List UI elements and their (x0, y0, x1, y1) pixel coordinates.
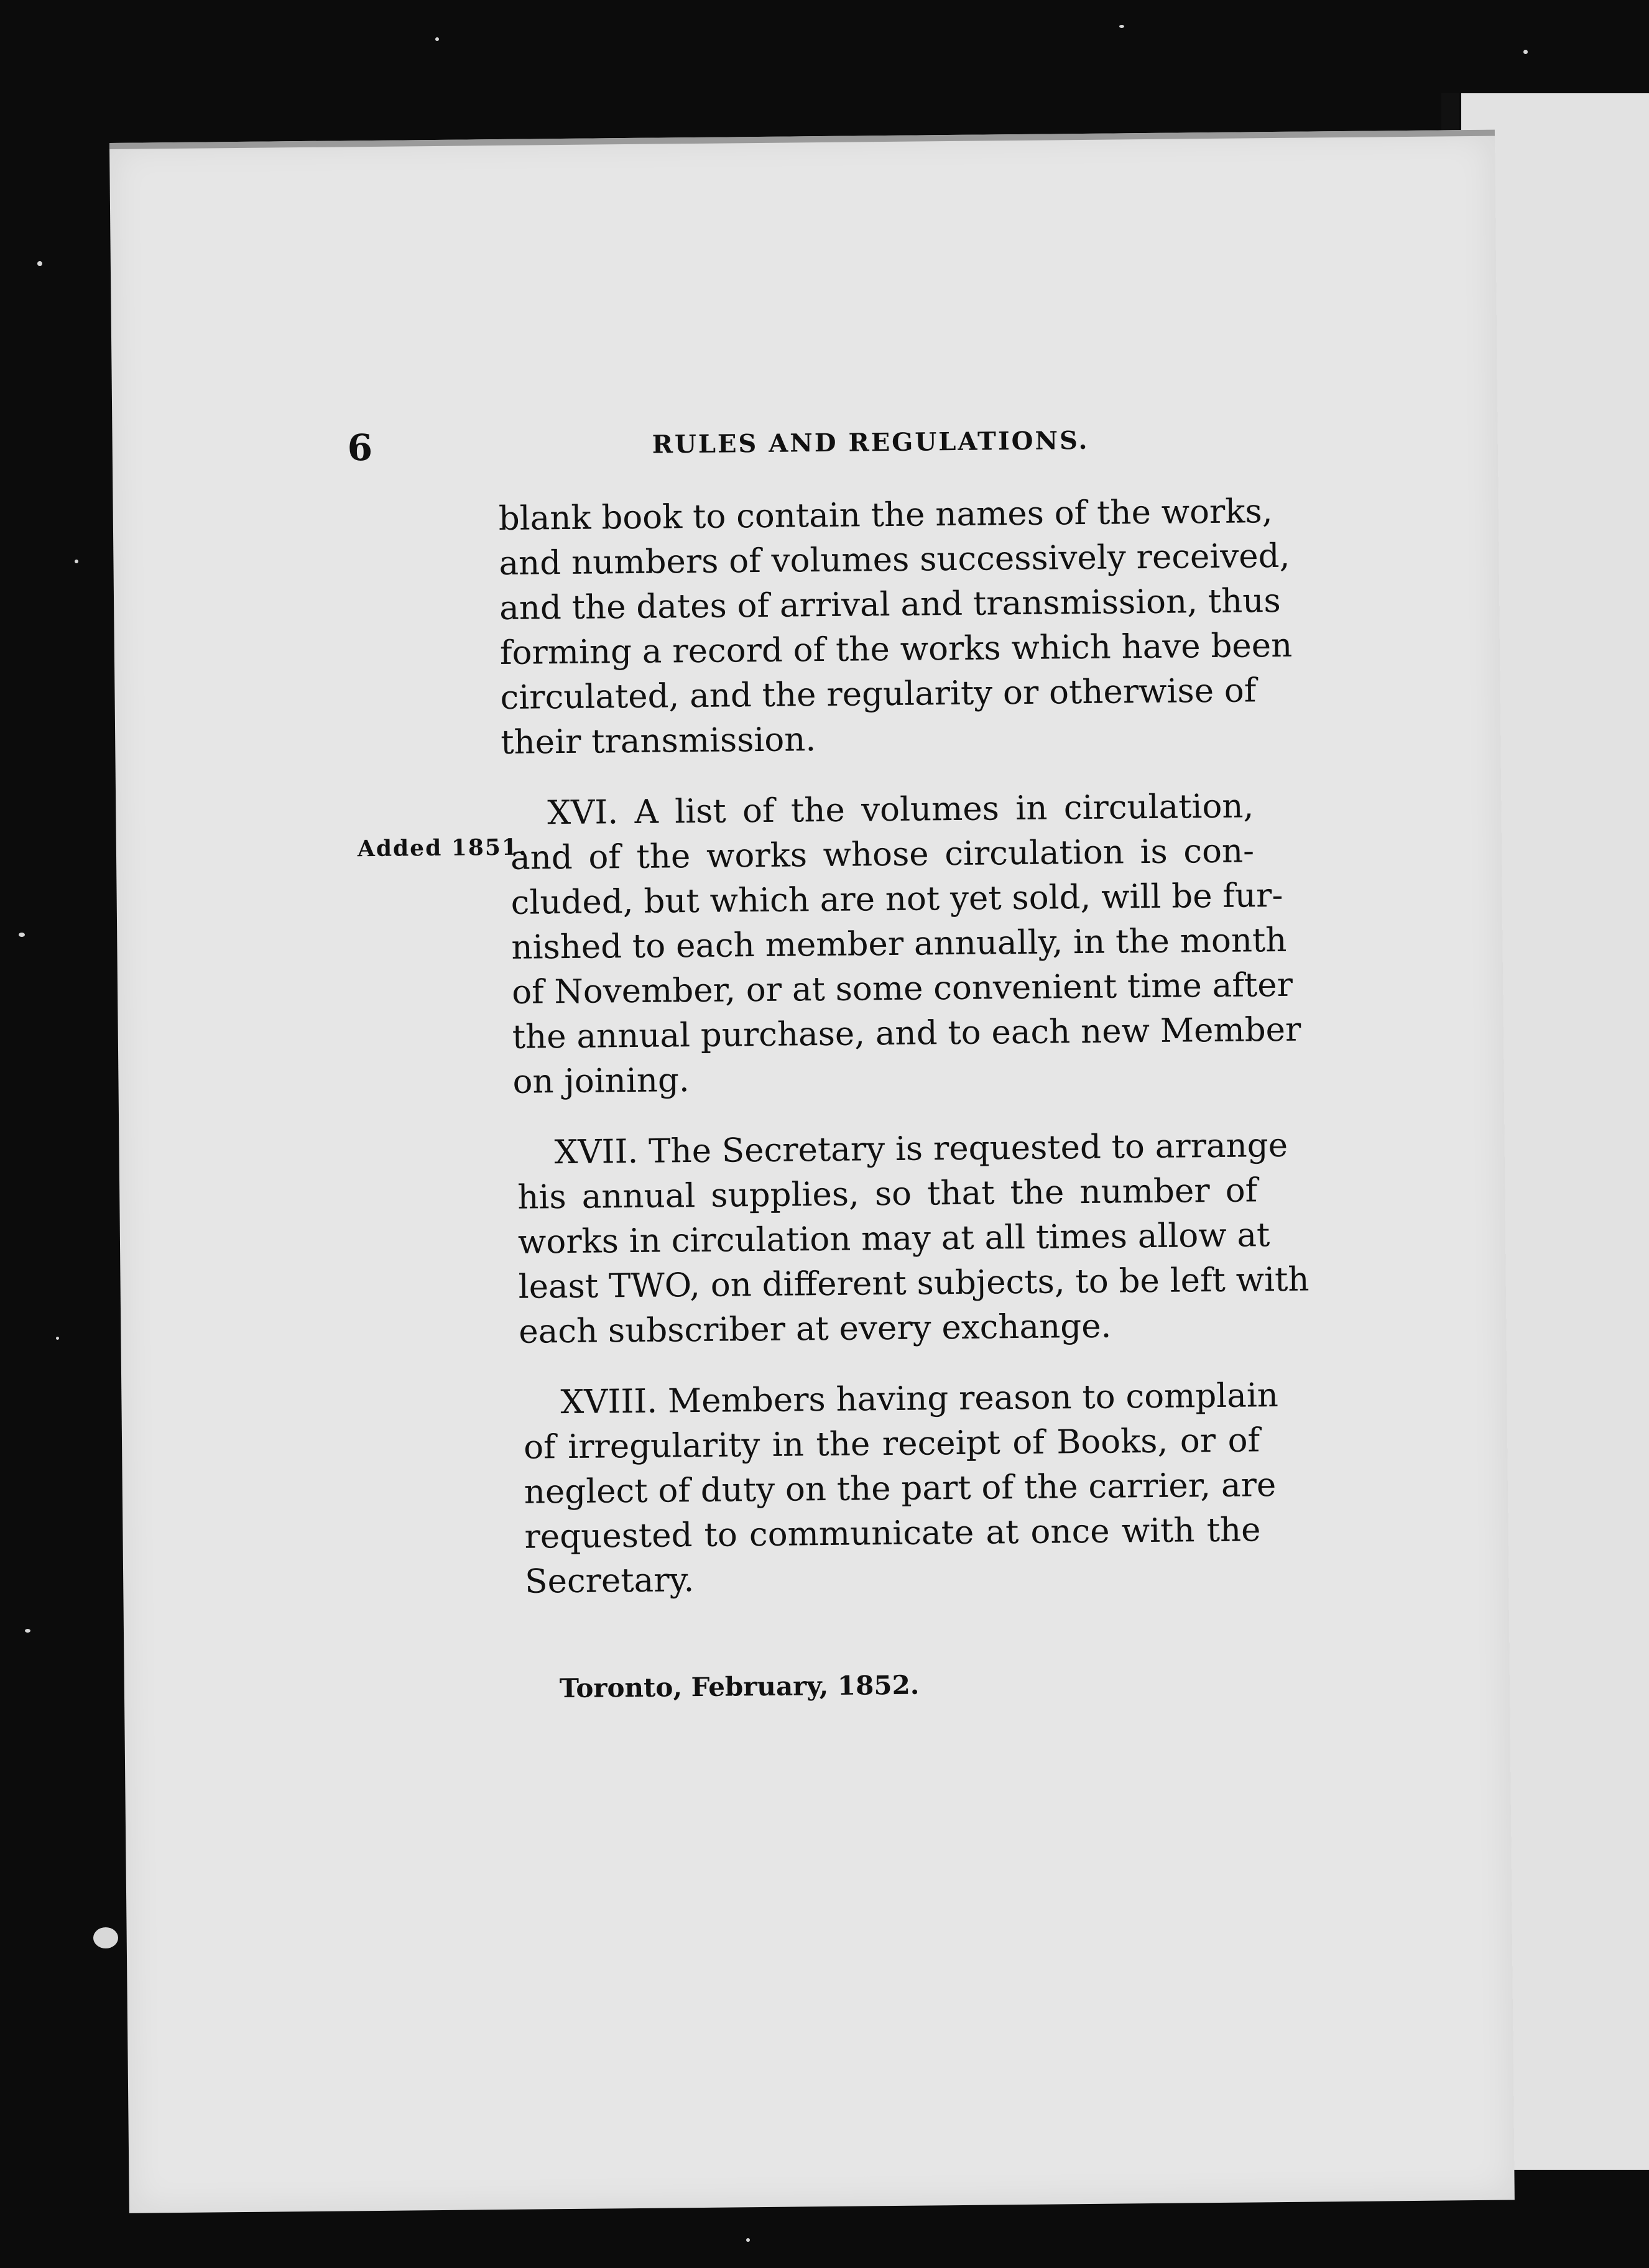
scan-speck (25, 1629, 30, 1633)
text-line: circulated, and the regularity or otherwise of (500, 671, 1257, 717)
scan-speck (75, 560, 78, 563)
text-line: forming a record of the works which have been (499, 626, 1293, 673)
running-head: RULES AND REGULATIONS. (652, 425, 1089, 459)
text-line: XVIII. Members having reason to complain (560, 1376, 1279, 1422)
text-line: and the dates of arrival and transmission, thus (499, 581, 1281, 628)
text-line: cluded, but which are not yet sold, will be fur- (510, 876, 1283, 922)
page-top-edge (109, 130, 1495, 149)
document-page (109, 130, 1515, 2213)
text-line: least TWO, on different subjects, to be left with (518, 1260, 1310, 1306)
text-line: of November, or at some convenient time after (511, 966, 1293, 1012)
scan-speck (37, 261, 42, 266)
page-number: 6 (347, 426, 373, 469)
text-line: the annual purchase, and to each new Member (512, 1010, 1301, 1056)
text-line: Secretary. (524, 1561, 695, 1601)
marginal-note: Added 1851. (357, 834, 528, 862)
text-line: neglect of duty on the part of the carrier, are (524, 1466, 1277, 1511)
scan-speck (56, 1337, 59, 1340)
body-text (498, 489, 1310, 1631)
text-line: works in circulation may at all times allow at (517, 1216, 1270, 1261)
dateline: Toronto, February, 1852. (559, 1669, 920, 1704)
text-line: XVI. A list of the volumes in circulation, (547, 787, 1254, 832)
scan-speck (1119, 25, 1124, 28)
paragraph-rule-xviii (507, 1373, 1279, 1605)
scan-speck (19, 933, 25, 937)
paragraph-rule-xvii (504, 1123, 1310, 1355)
text-line: requested to communicate at once with the (524, 1511, 1261, 1556)
text-line: their transmission. (500, 721, 816, 762)
scan-speck (1523, 50, 1528, 54)
text-line: XVII. The Secretary is requested to arrange (554, 1126, 1288, 1172)
scan-speck (746, 2238, 750, 2242)
paragraph-rule-xvi (501, 784, 1301, 1105)
text-line: nished to each member annually, in the month (511, 921, 1287, 967)
text-line: each subscriber at every exchange. (519, 1307, 1112, 1351)
scan-speck (93, 1927, 118, 1948)
text-line: of irregularity in the receipt of Books, or of (523, 1421, 1260, 1467)
text-line: on joining. (512, 1061, 690, 1101)
text-line: blank book to contain the names of the works, (498, 492, 1273, 538)
text-line: his annual supplies, so that the number of (517, 1171, 1258, 1217)
scan-speck (435, 37, 439, 41)
text-line: and of the works whose circulation is con- (510, 832, 1255, 877)
paragraph-continuation (498, 489, 1293, 765)
text-line: and numbers of volumes successively received, (499, 537, 1290, 583)
